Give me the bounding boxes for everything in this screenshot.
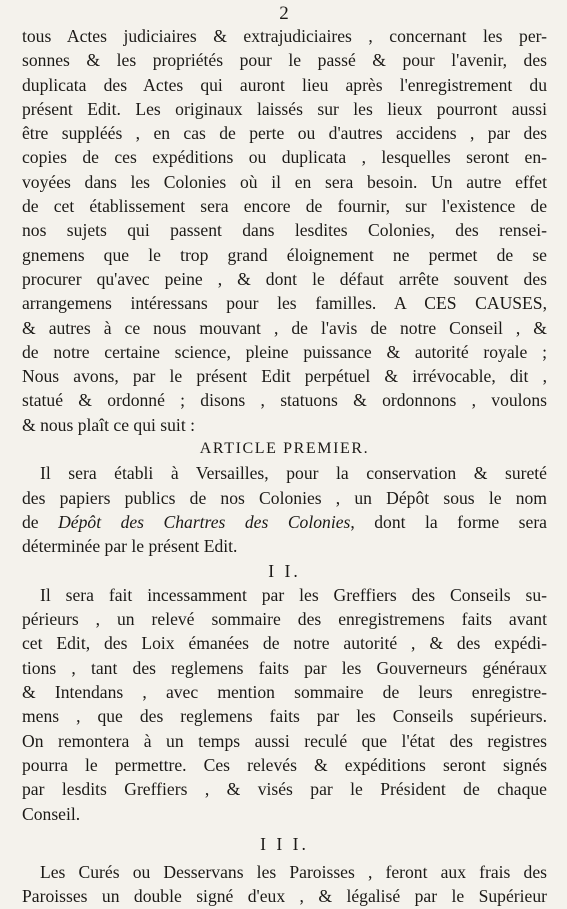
- text-line: & nous plaît ce qui suit :: [22, 414, 195, 435]
- text-line: des papiers publics de nos Colonies , un Dépôt sous le nom: [22, 487, 547, 508]
- text-line: déterminée par le présent Edit.: [22, 536, 238, 557]
- article-1-paragraph: [22, 461, 547, 558]
- text-line: de cet établissement sera encore de fournir, sur l'existence de: [22, 196, 547, 217]
- page-number: 2: [279, 3, 290, 24]
- text-line: gnemens que le trop grand éloignement ne permet de se: [22, 244, 547, 265]
- text-line: On remontera à un temps aussi reculé que l'état des registres: [22, 730, 547, 751]
- text-line: arrangemens intéressans pour les familles. A CES CAUSES,: [22, 293, 547, 314]
- text-line: statué & ordonné ; disons , statuons & ordonnons , voulons: [22, 390, 547, 411]
- text-line: présent Edit. Les originaux laissés sur les lieux pourront aussi: [22, 98, 547, 119]
- text-line: pourra le permettre. Ces relevés & expéditions seront signés: [22, 754, 547, 775]
- text-line: Nous avons, par le présent Edit perpétuel & irrévocable, dit ,: [22, 366, 547, 387]
- article-3-paragraph: [22, 860, 547, 909]
- text-line: par lesdits Greffiers , & visés par le Président de chaque: [22, 779, 547, 800]
- document-page: [22, 4, 547, 909]
- text-line: tous Actes judiciaires & extrajudiciaires , concernant les per-: [22, 26, 547, 46]
- preamble-paragraph: [22, 24, 547, 437]
- text-line-with-title: [22, 510, 547, 534]
- text-line: cet Edit, des Loix émanées de notre autorité , & des expédi-: [22, 633, 547, 654]
- text-line: nos sujets qui passent dans lesdites Colonies, des rensei-: [22, 220, 547, 241]
- text-line: duplicata des Actes qui auront lieu après l'enregistrement du: [22, 74, 547, 95]
- text-line: mens , que des reglemens faits par les Conseils supérieurs.: [22, 706, 547, 727]
- text-line: procurer qu'avec peine , & dont le défaut arrête souvent des: [22, 268, 547, 289]
- text-line: voyées dans les Colonies où il en sera besoin. Un autre effet: [22, 171, 547, 192]
- text-line: être suppléés , en cas de perte ou d'autres accidens , par des: [22, 123, 547, 144]
- text-line: & autres à ce nous mouvant , de l'avis de notre Conseil , &: [22, 317, 547, 338]
- text-line: Il sera établi à Versailles, pour la conservation & sureté: [40, 463, 547, 484]
- text-line: de notre certaine science, pleine puissance & autorité royale ;: [22, 341, 547, 362]
- text-line: & Intendans , avec mention sommaire de leurs enregistre-: [22, 682, 547, 703]
- article-3-heading: I I I.: [260, 833, 309, 854]
- text-fragment: de: [22, 511, 59, 532]
- article-1-heading: ARTICLE PREMIER.: [199, 440, 370, 458]
- depot-title: Dépôt des Chartres des Colonies: [58, 511, 351, 532]
- text-fragment: , dont la forme sera: [350, 511, 547, 532]
- text-line: sonnes & les propriétés pour le passé & pour l'avenir, des: [22, 50, 547, 71]
- text-line: Paroisses un double signé d'eux , & légalisé par le Supérieur: [22, 886, 547, 907]
- text-line: copies de ces expéditions ou duplicata , lesquelles seront en-: [22, 147, 547, 168]
- text-line: périeurs , un relevé sommaire des enregistremens faits avant: [22, 609, 547, 630]
- article-2-heading: I I.: [268, 560, 301, 581]
- article-2-paragraph: [22, 583, 547, 826]
- text-line: tions , tant des reglemens faits par les Gouverneurs généraux: [22, 657, 547, 678]
- text-line: Il sera fait incessamment par les Greffiers des Conseils su-: [40, 584, 547, 605]
- text-line: Conseil.: [22, 803, 81, 824]
- text-line: Les Curés ou Desservans les Paroisses , feront aux frais des: [40, 862, 547, 883]
